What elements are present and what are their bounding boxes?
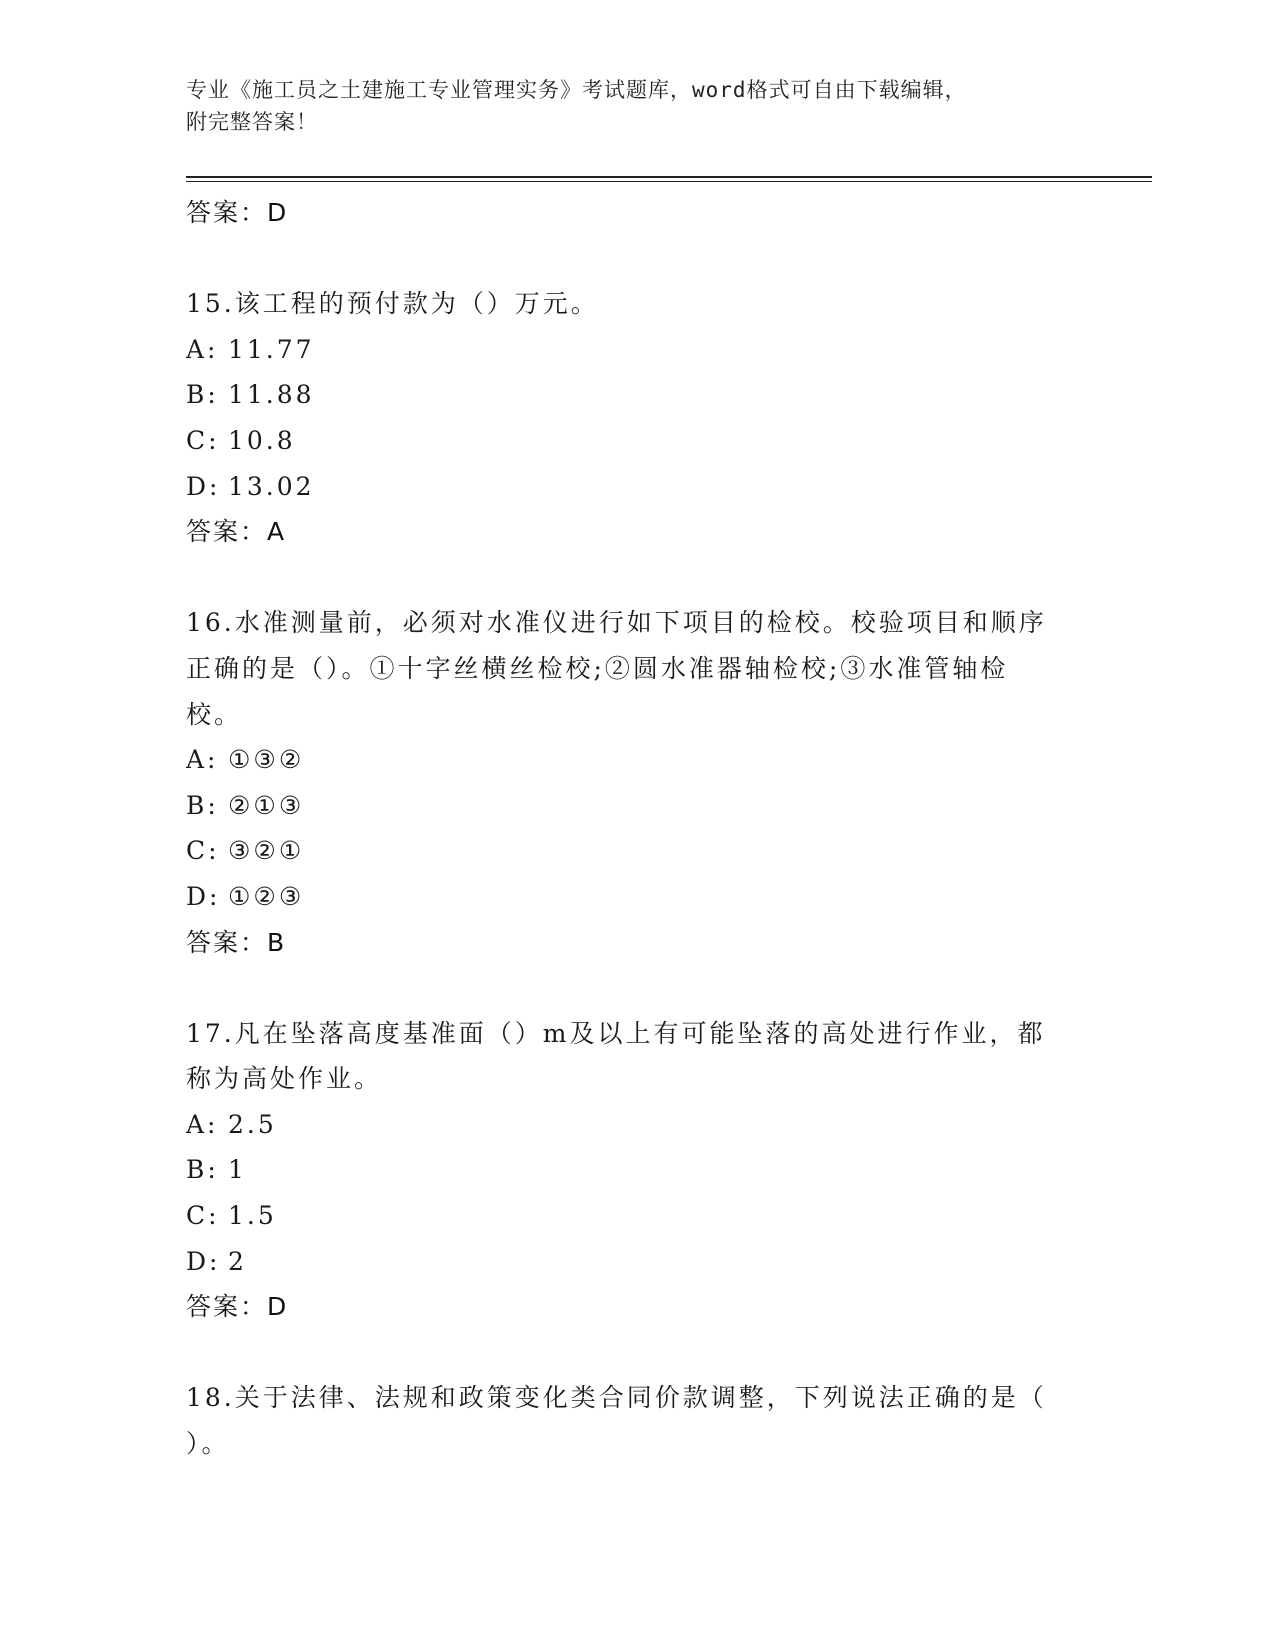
option-key: B: [186,1155,219,1185]
question-15-stem: 15.该工程的预付款为（）万元。 [186,289,599,319]
option-text: 2 [228,1246,247,1276]
header-rule-thin [186,181,1152,182]
option-b [186,1147,1086,1193]
question-17 [186,1011,1086,1330]
question-list [186,190,1086,1467]
option-a [186,327,1086,373]
question-18-stem-line-1: 18.关于法律、法规和政策变化类合同价款调整，下列说法正确的是（ [186,1383,1047,1413]
option-b [186,783,1086,829]
question-16-stem-line-2: 正确的是（）。①十字丝横丝检校;②圆水准器轴检校;③水准管轴检 [186,653,1009,683]
option-key: D: [186,881,221,911]
option-key: C: [186,425,220,455]
question-16-stem-line-1: 16.水准测量前，必须对水准仪进行如下项目的检校。校验项目和顺序 [186,608,1047,638]
option-key: A: [186,1109,219,1139]
question-17-stem-line-2: 称为高处作业。 [186,1064,383,1094]
option-a [186,737,1086,783]
option-a [186,1102,1086,1148]
option-text: 1 [228,1155,247,1185]
header-line-1: 专业《施工员之土建施工专业管理实务》考试题库，word格式可自由下载编辑， [186,78,967,102]
option-text: 1.5 [228,1201,277,1231]
option-text: ②①③ [228,790,305,820]
option-key: A: [186,334,219,364]
option-key: B: [186,790,219,820]
page-header [186,74,1066,138]
answer-15: 答案：A [186,517,287,547]
option-text: 11.77 [228,334,315,364]
answer-17: 答案：D [186,1292,289,1322]
option-key: B: [186,380,219,410]
header-line-2: 附完整答案！ [186,110,318,134]
option-text: ①③② [228,745,305,775]
option-d [186,464,1086,510]
question-16 [186,600,1086,965]
option-text: 2.5 [228,1109,277,1139]
question-17-stem-line-1: 17.凡在坠落高度基准面（）m及以上有可能坠落的高处进行作业，都 [186,1018,1046,1048]
option-d [186,1239,1086,1285]
option-c [186,418,1086,464]
option-text: 13.02 [228,471,315,501]
option-text: 11.88 [228,380,315,410]
option-key: A: [186,745,219,775]
option-text: 10.8 [228,425,296,455]
question-15 [186,281,1086,555]
question-18 [186,1375,1086,1466]
option-c [186,828,1086,874]
answer-prev: 答案：D [186,198,289,227]
option-d [186,874,1086,920]
option-key: D: [186,1246,221,1276]
option-c [186,1193,1086,1239]
option-text: ③②① [228,836,305,866]
option-key: C: [186,1201,220,1231]
option-text: ①②③ [228,881,305,911]
question-16-stem-line-3: 校。 [186,699,243,729]
option-b [186,372,1086,418]
option-key: D: [186,471,221,501]
header-rule-thick [186,176,1152,178]
question-18-stem-line-2: ）。 [186,1429,230,1459]
option-key: C: [186,836,220,866]
answer-16: 答案：B [186,927,287,957]
